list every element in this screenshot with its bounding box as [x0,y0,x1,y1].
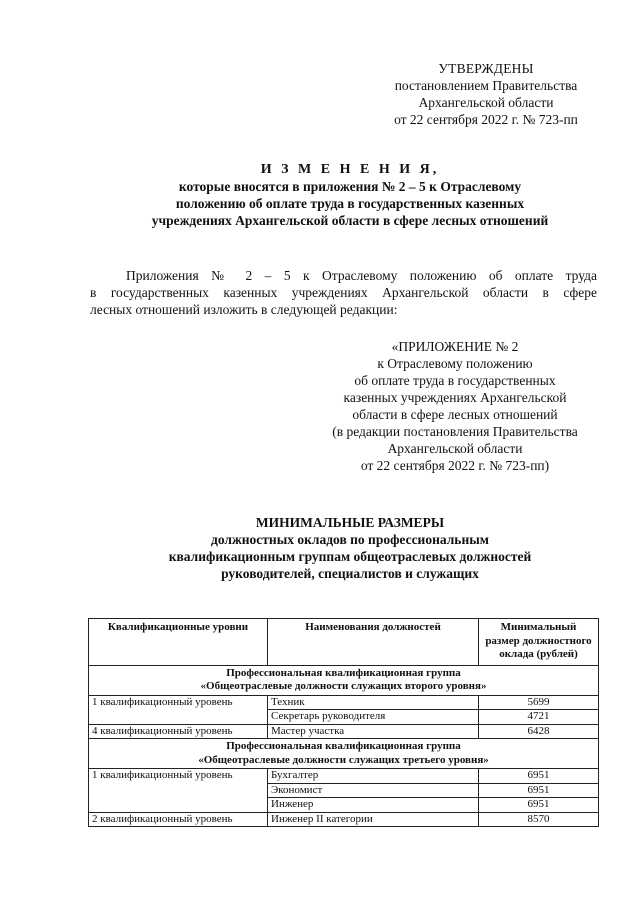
group-line: «Общеотраслевые должности служащих третьего уровня» [198,753,489,766]
changes-line: учреждениях Архангельской области в сфере лесных отношений [151,213,549,228]
header-salary-line: Минимальный [500,621,577,633]
approval-line: от 22 сентября 2022 г. № 723-пп [394,112,578,127]
header-salary-line: размер должностного [485,634,592,647]
intro-line: лесных отношений изложить в следующей редакции: [90,302,398,317]
min-sizes-line: руководителей, специалистов и служащих [221,566,479,581]
group-title [89,739,599,769]
approval-title: УТВЕРЖДЕНЫ [438,61,534,76]
cell-salary: 6951 [479,783,599,798]
changes-title: И З М Е Н Е Н И Я, [260,162,440,177]
appendix-line: Архангельской области [387,441,523,456]
group-row [89,665,599,695]
group-line: Профессиональная квалификационная группа [226,740,461,752]
group-title [89,665,599,695]
cell-salary: 6428 [479,724,599,739]
min-sizes-line: квалификационным группам общеотраслевых должностей [168,549,532,564]
cell-position: Инженер [268,798,479,813]
table-row [89,724,599,739]
min-sizes-line: должностных окладов по профессиональным [211,532,489,547]
cell-salary: 4721 [479,710,599,725]
salary-table [88,618,599,827]
approval-block [380,60,592,128]
appendix-line: об оплате труда в государственных [354,373,556,388]
appendix-line: к Отраслевому положению [377,356,533,371]
intro-paragraph [90,267,597,318]
min-sizes-heading [90,514,610,582]
appendix-line: (в редакции постановления Правительства [332,424,578,439]
group-line: Профессиональная квалификационная группа [226,666,461,679]
intro-line: в государственных казенных учреждениях Архангельской области в сфере [90,285,597,300]
group-line: «Общеотраслевые должности служащих второго уровня» [200,680,487,692]
header-salary-line: оклада (рублей) [499,648,578,660]
appendix-line: от 22 сентября 2022 г. № 723-пп) [360,458,550,473]
min-sizes-title: МИНИМАЛЬНЫЕ РАЗМЕРЫ [255,515,445,530]
appendix-line: «ПРИЛОЖЕНИЕ № 2 [391,339,519,354]
table-row [89,769,599,784]
cell-position: Секретарь руководителя [268,710,479,725]
changes-line: положению об оплате труда в государственных казенных [175,196,525,211]
cell-position: Экономист [268,783,479,798]
appendix-line: казенных учреждениях Архангельской [343,390,567,405]
approval-line: постановлением Правительства [394,78,578,93]
cell-position: Инженер II категории [268,812,479,827]
cell-position: Техник [268,695,479,710]
approval-line: Архангельской области [418,95,554,110]
cell-level: 4 квалификационный уровень [89,724,268,739]
table-row [89,812,599,827]
changes-line: которые вносятся в приложения № 2 – 5 к Отраслевому [178,179,522,194]
appendix-block [300,338,610,474]
cell-level: 1 квалификационный уровень [89,695,268,724]
table-row [89,695,599,710]
cell-level: 1 квалификационный уровень [89,769,268,813]
cell-salary: 8570 [479,812,599,827]
changes-heading [90,161,610,229]
header-position: Наименования должностей [268,619,479,666]
intro-line: Приложения № 2 – 5 к Отраслевому положению об оплате труда [126,268,597,283]
cell-salary: 5699 [479,695,599,710]
cell-salary: 6951 [479,769,599,784]
appendix-line: области в сфере лесных отношений [352,407,558,422]
cell-position: Бухгалтер [268,769,479,784]
header-level: Квалификационные уровни [89,619,268,666]
cell-level: 2 квалификационный уровень [89,812,268,827]
table-header-row [89,619,599,666]
cell-salary: 6951 [479,798,599,813]
group-row [89,739,599,769]
header-salary [479,619,599,666]
cell-position: Мастер участка [268,724,479,739]
